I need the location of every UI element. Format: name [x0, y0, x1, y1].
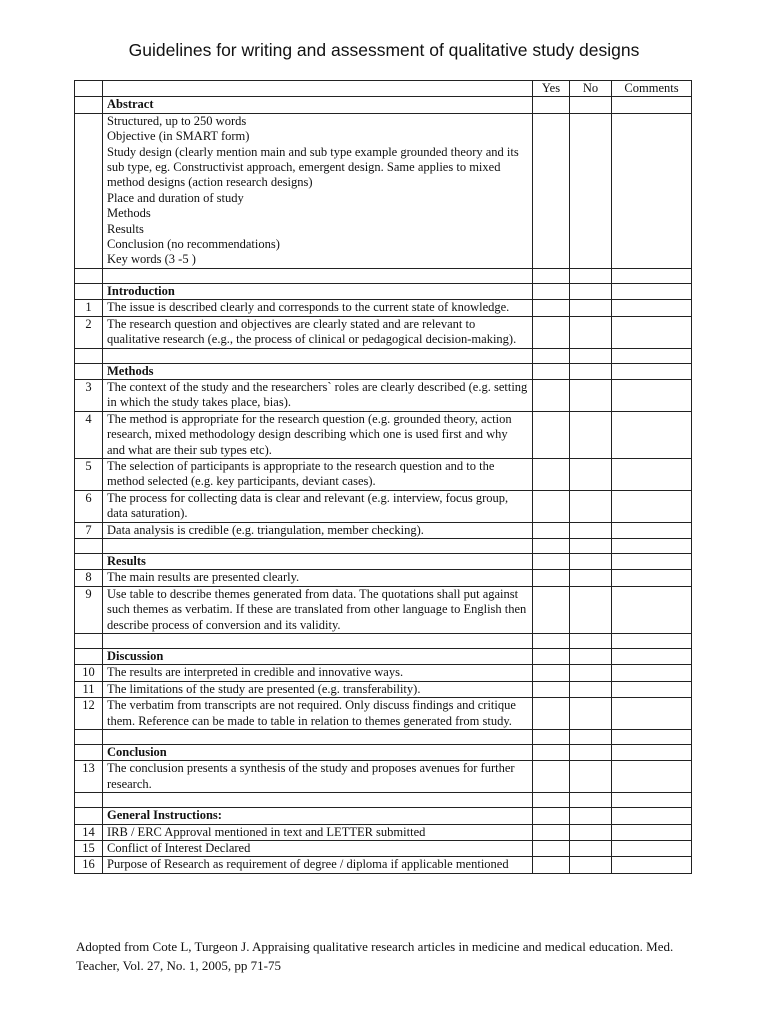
- criterion-line: The process for collecting data is clear and relevant (e.g. interview, focus group, data saturation).: [107, 490, 509, 521]
- criterion-text: [103, 841, 533, 857]
- criterion-row: [75, 490, 692, 522]
- criterion-yes-cell[interactable]: [533, 522, 570, 538]
- header-num-cell: [75, 81, 103, 97]
- spacer-comments-cell[interactable]: [612, 538, 692, 553]
- criterion-row: [75, 586, 692, 633]
- criterion-row: [75, 841, 692, 857]
- criterion-comments-cell[interactable]: [612, 857, 692, 873]
- section-num-cell: [75, 363, 103, 379]
- spacer-comments-cell[interactable]: [612, 348, 692, 363]
- section-comments-cell[interactable]: [612, 649, 692, 665]
- section-heading-row: [75, 363, 692, 379]
- criterion-number: 12: [75, 698, 103, 730]
- criterion-no-cell[interactable]: [570, 300, 612, 316]
- section-comments-cell[interactable]: [612, 97, 692, 113]
- section-comments-cell[interactable]: [612, 283, 692, 299]
- criterion-yes-cell[interactable]: [533, 458, 570, 490]
- criterion-row: [75, 522, 692, 538]
- criterion-number: 10: [75, 665, 103, 681]
- section-heading: Introduction: [103, 283, 533, 299]
- spacer-no-cell[interactable]: [570, 634, 612, 649]
- criterion-row: [75, 698, 692, 730]
- criterion-line: Objective (in SMART form): [107, 129, 250, 144]
- criterion-yes-cell[interactable]: [533, 698, 570, 730]
- criterion-number: 6: [75, 490, 103, 522]
- spacer-no-cell[interactable]: [570, 730, 612, 745]
- section-no-cell[interactable]: [570, 363, 612, 379]
- section-no-cell[interactable]: [570, 649, 612, 665]
- spacer-text-cell: [103, 793, 533, 808]
- spacer-no-cell[interactable]: [570, 538, 612, 553]
- criterion-text: [103, 586, 533, 633]
- section-num-cell: [75, 283, 103, 299]
- criterion-yes-cell[interactable]: [533, 411, 570, 458]
- spacer-yes-cell[interactable]: [533, 348, 570, 363]
- criterion-no-cell[interactable]: [570, 113, 612, 268]
- section-yes-cell[interactable]: [533, 553, 570, 569]
- assessment-checklist-table: [74, 80, 692, 874]
- criterion-line: The conclusion presents a synthesis of the study and proposes avenues for further research.: [107, 761, 515, 791]
- criterion-text: [103, 570, 533, 586]
- criterion-yes-cell[interactable]: [533, 570, 570, 586]
- spacer-text-cell: [103, 730, 533, 745]
- section-yes-cell[interactable]: [533, 649, 570, 665]
- criterion-comments-cell[interactable]: [612, 458, 692, 490]
- criterion-comments-cell[interactable]: [612, 490, 692, 522]
- criterion-row: [75, 300, 692, 316]
- section-heading: Methods: [103, 363, 533, 379]
- criterion-yes-cell[interactable]: [533, 300, 570, 316]
- table-header-row: [75, 81, 692, 97]
- criterion-yes-cell[interactable]: [533, 857, 570, 873]
- criterion-line: Conclusion (no recommendations): [107, 237, 280, 252]
- criterion-row: [75, 665, 692, 681]
- criterion-line: The main results are presented clearly.: [107, 570, 300, 585]
- criterion-number: 4: [75, 411, 103, 458]
- criterion-text: [103, 490, 533, 522]
- section-num-cell: [75, 808, 103, 824]
- criterion-number: 8: [75, 570, 103, 586]
- criterion-number: 1: [75, 300, 103, 316]
- criterion-no-cell[interactable]: [570, 570, 612, 586]
- spacer-text-cell: [103, 348, 533, 363]
- spacer-row: [75, 634, 692, 649]
- criterion-text: [103, 857, 533, 873]
- section-heading-row: [75, 553, 692, 569]
- section-yes-cell[interactable]: [533, 808, 570, 824]
- criterion-text: [103, 300, 533, 316]
- section-num-cell: [75, 745, 103, 761]
- criterion-line: Conflict of Interest Declared: [107, 841, 251, 856]
- criterion-row: [75, 113, 692, 268]
- spacer-text-cell: [103, 634, 533, 649]
- criterion-row: [75, 316, 692, 348]
- spacer-num-cell: [75, 538, 103, 553]
- criterion-no-cell[interactable]: [570, 522, 612, 538]
- criterion-text: [103, 522, 533, 538]
- page-title: Guidelines for writing and assessment of qualitative study designs: [128, 40, 640, 60]
- criterion-number: 13: [75, 761, 103, 793]
- criterion-no-cell[interactable]: [570, 379, 612, 411]
- criterion-comments-cell[interactable]: [612, 665, 692, 681]
- criterion-line: Purpose of Research as requirement of degree / diploma if applicable mentioned: [107, 857, 509, 872]
- criterion-comments-cell[interactable]: [612, 316, 692, 348]
- criterion-line: Results: [107, 221, 144, 236]
- criterion-line: Study design (clearly mention main and sub type example grounded theory and its sub type, eg. Constructivist approach, emergent design. Same applies to mixed method designs (action research designs): [107, 144, 519, 190]
- section-heading-row: [75, 745, 692, 761]
- criterion-yes-cell[interactable]: [533, 681, 570, 697]
- criterion-comments-cell[interactable]: [612, 824, 692, 840]
- criterion-number: 15: [75, 841, 103, 857]
- section-heading: Conclusion: [103, 745, 533, 761]
- criterion-line: Key words (3 -5 ): [107, 252, 196, 267]
- section-heading-row: [75, 97, 692, 113]
- criterion-no-cell[interactable]: [570, 681, 612, 697]
- criterion-number: 16: [75, 857, 103, 873]
- criterion-line: The verbatim from transcripts are not required. Only discuss findings and critique them. Reference can be made to table in relation to themes generated from study.: [107, 698, 516, 728]
- section-no-cell[interactable]: [570, 97, 612, 113]
- section-comments-cell[interactable]: [612, 808, 692, 824]
- criterion-no-cell[interactable]: [570, 411, 612, 458]
- criterion-yes-cell[interactable]: [533, 761, 570, 793]
- criterion-yes-cell[interactable]: [533, 824, 570, 840]
- criterion-number: 7: [75, 522, 103, 538]
- section-yes-cell[interactable]: [533, 363, 570, 379]
- criterion-no-cell[interactable]: [570, 841, 612, 857]
- criterion-text: [103, 824, 533, 840]
- criterion-text: [103, 761, 533, 793]
- criterion-line: IRB / ERC Approval mentioned in text and LETTER submitted: [107, 824, 426, 839]
- criterion-line: Structured, up to 250 words: [107, 113, 247, 128]
- criterion-comments-cell[interactable]: [612, 379, 692, 411]
- spacer-num-cell: [75, 268, 103, 283]
- criterion-row: [75, 458, 692, 490]
- criterion-no-cell[interactable]: [570, 490, 612, 522]
- criterion-row: [75, 824, 692, 840]
- spacer-yes-cell[interactable]: [533, 730, 570, 745]
- criterion-comments-cell[interactable]: [612, 761, 692, 793]
- section-yes-cell[interactable]: [533, 745, 570, 761]
- criterion-row: [75, 857, 692, 873]
- criterion-text: [103, 411, 533, 458]
- criterion-comments-cell[interactable]: [612, 300, 692, 316]
- spacer-yes-cell[interactable]: [533, 538, 570, 553]
- column-comments-header: Comments: [612, 81, 692, 97]
- criterion-no-cell[interactable]: [570, 761, 612, 793]
- spacer-yes-cell[interactable]: [533, 268, 570, 283]
- criterion-line: The method is appropriate for the research question (e.g. grounded theory, action research, mixed methodology design describing which one is used first and why and what are their sub types etc).: [107, 411, 512, 457]
- spacer-row: [75, 538, 692, 553]
- criterion-no-cell[interactable]: [570, 458, 612, 490]
- criterion-row: [75, 411, 692, 458]
- criterion-text: [103, 113, 533, 268]
- criterion-yes-cell[interactable]: [533, 841, 570, 857]
- section-heading: Abstract: [103, 97, 533, 113]
- section-heading-row: [75, 649, 692, 665]
- section-heading-row: [75, 808, 692, 824]
- criterion-comments-cell[interactable]: [612, 522, 692, 538]
- criterion-yes-cell[interactable]: [533, 490, 570, 522]
- criterion-line: The issue is described clearly and corresponds to the current state of knowledge.: [107, 300, 510, 315]
- criterion-no-cell[interactable]: [570, 316, 612, 348]
- criterion-number: 9: [75, 586, 103, 633]
- spacer-num-cell: [75, 730, 103, 745]
- criterion-no-cell[interactable]: [570, 857, 612, 873]
- criterion-line: The research question and objectives are clearly stated and are relevant to qualitative research (e.g., the process of clinical or pedagogical decision-making).: [107, 316, 517, 347]
- criterion-comments-cell[interactable]: [612, 411, 692, 458]
- section-no-cell[interactable]: [570, 553, 612, 569]
- spacer-no-cell[interactable]: [570, 793, 612, 808]
- section-no-cell[interactable]: [570, 283, 612, 299]
- spacer-yes-cell[interactable]: [533, 793, 570, 808]
- section-heading: General Instructions:: [103, 808, 533, 824]
- criterion-yes-cell[interactable]: [533, 113, 570, 268]
- spacer-text-cell: [103, 268, 533, 283]
- section-heading: Results: [103, 553, 533, 569]
- spacer-row: [75, 348, 692, 363]
- criterion-no-cell[interactable]: [570, 586, 612, 633]
- header-criteria-cell: [103, 81, 533, 97]
- section-num-cell: [75, 649, 103, 665]
- spacer-row: [75, 793, 692, 808]
- criterion-comments-cell[interactable]: [612, 841, 692, 857]
- criterion-no-cell[interactable]: [570, 698, 612, 730]
- criterion-line: Use table to describe themes generated from data. The quotations shall put against such themes as verbatim. If these are translated from other language to English then describe process of conversion and its validity.: [107, 586, 527, 632]
- criterion-comments-cell[interactable]: [612, 113, 692, 268]
- criterion-yes-cell[interactable]: [533, 316, 570, 348]
- spacer-num-cell: [75, 634, 103, 649]
- spacer-comments-cell[interactable]: [612, 793, 692, 808]
- criterion-no-cell[interactable]: [570, 824, 612, 840]
- criterion-row: [75, 570, 692, 586]
- criterion-text: [103, 379, 533, 411]
- spacer-num-cell: [75, 793, 103, 808]
- spacer-row: [75, 730, 692, 745]
- criterion-no-cell[interactable]: [570, 665, 612, 681]
- criterion-number: 11: [75, 681, 103, 697]
- citation-footer: Adopted from Cote L, Turgeon J. Appraising qualitative research articles in medicine and medical education. Med. Teacher, Vol. 27, No. 1, 2005, pp 71-75: [76, 939, 674, 973]
- criterion-number: 14: [75, 824, 103, 840]
- criterion-number: 3: [75, 379, 103, 411]
- criterion-text: [103, 665, 533, 681]
- section-comments-cell[interactable]: [612, 553, 692, 569]
- spacer-comments-cell[interactable]: [612, 634, 692, 649]
- criterion-number: 5: [75, 458, 103, 490]
- criterion-number: [75, 113, 103, 268]
- criterion-row: [75, 761, 692, 793]
- spacer-no-cell[interactable]: [570, 268, 612, 283]
- criterion-yes-cell[interactable]: [533, 586, 570, 633]
- criterion-text: [103, 681, 533, 697]
- section-num-cell: [75, 553, 103, 569]
- spacer-no-cell[interactable]: [570, 348, 612, 363]
- section-num-cell: [75, 97, 103, 113]
- spacer-comments-cell[interactable]: [612, 730, 692, 745]
- criterion-comments-cell[interactable]: [612, 570, 692, 586]
- section-comments-cell[interactable]: [612, 363, 692, 379]
- criterion-yes-cell[interactable]: [533, 665, 570, 681]
- section-no-cell[interactable]: [570, 808, 612, 824]
- criterion-line: The results are interpreted in credible and innovative ways.: [107, 665, 404, 680]
- criterion-comments-cell[interactable]: [612, 681, 692, 697]
- criterion-line: Place and duration of study: [107, 190, 244, 205]
- criterion-comments-cell[interactable]: [612, 698, 692, 730]
- criterion-text: [103, 316, 533, 348]
- criterion-comments-cell[interactable]: [612, 586, 692, 633]
- section-heading-row: [75, 283, 692, 299]
- section-yes-cell[interactable]: [533, 97, 570, 113]
- criterion-yes-cell[interactable]: [533, 379, 570, 411]
- criterion-line: The limitations of the study are presented (e.g. transferability).: [107, 681, 421, 696]
- section-no-cell[interactable]: [570, 745, 612, 761]
- criterion-line: Data analysis is credible (e.g. triangulation, member checking).: [107, 522, 424, 537]
- criterion-text: [103, 698, 533, 730]
- spacer-comments-cell[interactable]: [612, 268, 692, 283]
- criterion-row: [75, 379, 692, 411]
- section-yes-cell[interactable]: [533, 283, 570, 299]
- spacer-yes-cell[interactable]: [533, 634, 570, 649]
- spacer-num-cell: [75, 348, 103, 363]
- criterion-number: 2: [75, 316, 103, 348]
- criterion-text: [103, 458, 533, 490]
- criterion-row: [75, 681, 692, 697]
- criterion-line: Methods: [107, 206, 151, 221]
- spacer-text-cell: [103, 538, 533, 553]
- criterion-line: The context of the study and the researchers` roles are clearly described (e.g. setting in which the study takes place, bias).: [107, 379, 528, 410]
- section-comments-cell[interactable]: [612, 745, 692, 761]
- section-heading: Discussion: [103, 649, 533, 665]
- criterion-line: The selection of participants is appropriate to the research question and to the method selected (e.g. key participants, deviant cases).: [107, 458, 495, 489]
- column-no-header: No: [570, 81, 612, 97]
- spacer-row: [75, 268, 692, 283]
- column-yes-header: Yes: [533, 81, 570, 97]
